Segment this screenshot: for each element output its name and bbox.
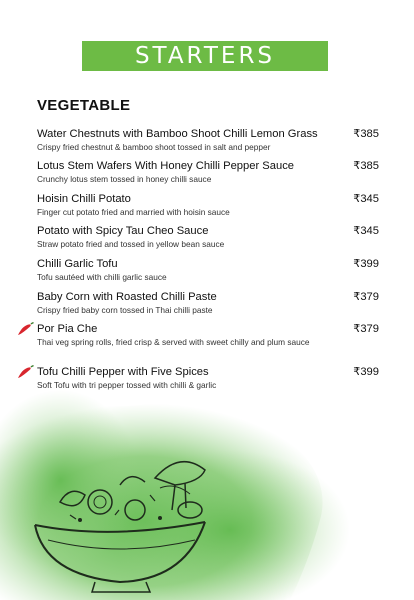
menu-item [37,193,379,225]
menu-item [37,258,379,291]
item-price: ₹345 [353,193,379,205]
item-price: ₹399 [353,258,379,270]
item-description: Crispy fried chestnut & bamboo shoot tossed in salt and pepper [37,142,271,152]
item-name: Por Pia Che [37,323,98,335]
section-heading: VEGETABLE [37,97,131,114]
item-description: Crispy fried baby corn tossed in Thai chilli paste [37,305,213,315]
menu-item [37,128,379,160]
item-price: ₹399 [353,366,379,378]
item-price: ₹379 [353,323,379,335]
item-description: Straw potato fried and tossed in yellow bean sauce [37,239,225,249]
item-price: ₹385 [353,160,379,172]
item-name: Chilli Garlic Tofu [37,258,118,270]
item-price: ₹385 [353,128,379,140]
menu-list [37,128,379,398]
item-name: Lotus Stem Wafers With Honey Chilli Pepper Sauce [37,160,295,172]
item-description: Tofu sautéed with chilli garlic sauce [37,272,167,282]
chili-pepper-icon [17,322,35,336]
item-name: Tofu Chilli Pepper with Five Spices [37,366,209,378]
item-description: Crunchy lotus stem tossed in honey chilli sauce [37,174,212,184]
menu-item [37,225,379,258]
menu-item [37,323,379,366]
title-banner [82,41,328,71]
menu-item [37,291,379,323]
item-name: Potato with Spicy Tau Cheo Sauce [37,225,209,237]
item-name: Water Chestnuts with Bamboo Shoot Chilli Lemon Grass [37,128,318,140]
menu-item [37,160,379,193]
item-description: Soft Tofu with tri pepper tossed with chilli & garlic [37,380,217,390]
item-name: Hoisin Chilli Potato [37,193,131,205]
item-name: Baby Corn with Roasted Chilli Paste [37,291,217,303]
salad-bowl-illustration [0,390,414,600]
item-description: Thai veg spring rolls, fried crisp & served with sweet chilly and plum sauce [37,337,310,347]
item-description: Finger cut potato fried and married with hoisin sauce [37,207,230,217]
item-price: ₹345 [353,225,379,237]
chili-pepper-icon [17,365,35,379]
item-price: ₹379 [353,291,379,303]
page-title: STARTERS [134,43,276,69]
